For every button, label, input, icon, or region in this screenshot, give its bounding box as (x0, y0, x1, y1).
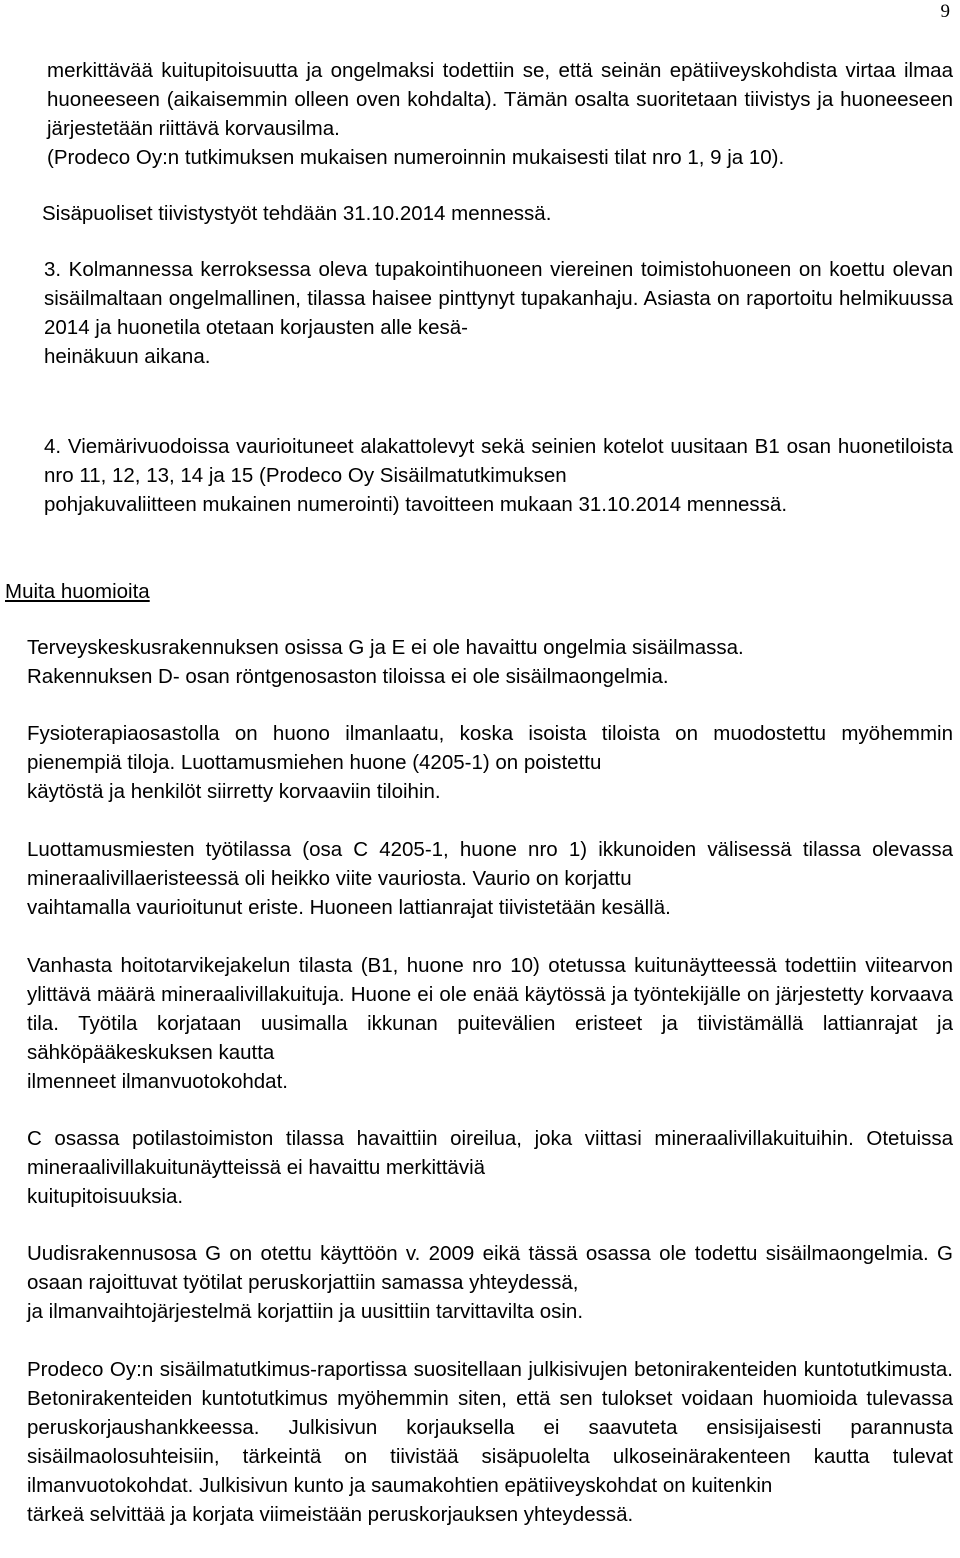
text-line: Asiasta on raportoitu helmikuussa 2014 ja huonetila otetaan korjausten alle kesä- (44, 287, 953, 339)
text-line: C osassa potilastoimiston tilassa havaittiin oireilua, joka viittasi (27, 1127, 642, 1150)
text-line: ilmenneet ilmanvuotokohdat. (27, 1070, 288, 1093)
text-line: siten, että sen tulokset voidaan huomioida tulevassa peruskorjaushankkeessa. (27, 1387, 954, 1439)
text-line: merkittävää kuitupitoisuutta ja ongelmaksi todettiin se, että seinän (47, 59, 662, 82)
paragraph-patient-office (27, 1124, 953, 1211)
text-line: tärkeintä on tiivistää sisäpuolelta ulkoseinärakenteen kautta tulevat (242, 1445, 954, 1468)
text-line: Julkisivun korjauksella ei saavuteta ensisijaisesti parannusta sisäilmaolosuhteisiin, (27, 1416, 953, 1468)
text-line: käytöstä ja henkilöt siirretty korvaaviin tiloihin. (27, 780, 441, 803)
text-line: Sisäpuoliset tiivistystyöt tehdään 31.10.2014 mennessä. (42, 202, 552, 225)
section-heading: Muita huomioita (5, 580, 150, 603)
text-line: puitevälien eristeet ja tiivistämällä lattianrajat ja sähköpääkeskuksen kautta (27, 1012, 954, 1064)
text-line: ja ilmanvaihtojärjestelmä korjattiin ja uusittiin tarvittavilta osin. (27, 1300, 584, 1323)
text-line: (Prodeco Oy:n tutkimuksen mukaisen numeroinnin mukaisesti tilat nro 1, 9 ja 10). (47, 146, 785, 169)
text-line: vaihtamalla vaurioitunut eriste. Huoneen lattianrajat tiivistetään kesällä. (27, 896, 671, 919)
intro-paragraph (47, 56, 953, 172)
text-line: Tämän osalta suoritetaan tiivistys ja huoneeseen järjestetään riittävä korvausilma. (47, 88, 954, 140)
text-line: kuitupitoisuuksia. (27, 1185, 184, 1208)
paragraph-health-center (27, 633, 953, 691)
paragraph-new-building (27, 1239, 953, 1326)
text-line: Terveyskeskusrakennuksen osissa G ja E ei ole havaittu ongelmia sisäilmassa. (27, 636, 744, 659)
text-line: 4. Viemärivuodoissa vaurioituneet alakattolevyt sekä seinien kotelot uusitaan B1 (44, 435, 780, 458)
text-line: todettiin viitearvon ylittävä määrä mineraalivillakuituja. Huone ei ole enää käytössä (27, 954, 953, 1006)
item-3-paragraph (44, 255, 953, 371)
text-line: Prodeco Oy:n sisäilmatutkimus-raportissa suositellaan julkisivujen (27, 1358, 628, 1381)
text-line: Vanhasta hoitotarvikejakelun tilasta (B1, huone nro 10) otetussa kuitunäytteessä (27, 954, 777, 977)
paragraph-physiotherapy (27, 719, 953, 806)
text-line: mineraalivillakuituihin. Otetuissa mineraalivillakuitunäytteissä ei havaittu merkittäviä (27, 1127, 953, 1179)
text-line: heinäkuun aikana. (44, 345, 211, 368)
text-line: Uudisrakennusosa G on otettu käyttöön v. 2009 eikä tässä osassa ole todettu (27, 1242, 758, 1265)
text-line: pohjakuvaliitteen mukainen numerointi) tavoitteen mukaan 31.10.2014 mennessä. (44, 493, 788, 516)
paragraph-facade-study (27, 1355, 953, 1529)
text-line: ja työntekijälle on järjestetty korvaava tila. Työtila korjataan uusimalla ikkunan (27, 983, 953, 1035)
text-line: epätiiveyskohdista virtaa ilmaa huoneeseen (aikaisemmin olleen oven kohdalta). (47, 59, 953, 111)
paragraph-shop-steward-room (27, 835, 953, 922)
text-line: 3. Kolmannessa kerroksessa oleva tupakointihuoneen viereinen toimistohuoneen on (44, 258, 822, 281)
text-line: ilmanvuotokohdat. Julkisivun kunto ja saumakohtien epätiiveyskohdat on kuitenkin (27, 1474, 773, 1497)
text-line: tilassa olevassa mineraalivillaeristeessä oli heikko viite vauriosta. Vaurio on korjattu (27, 838, 953, 890)
text-line: betonirakenteiden kuntotutkimusta. Betonirakenteiden kuntotutkimus myöhemmin (27, 1358, 954, 1410)
text-line: Rakennuksen D- osan röntgenosaston tiloissa ei ole sisäilmaongelmia. (27, 665, 669, 688)
text-line: Fysioterapiaosastolla on huono ilmanlaatu, koska isoista tiloista on muodostettu (27, 722, 827, 745)
text-line: koettu olevan sisäilmaltaan ongelmallinen, tilassa haisee pinttynyt tupakanhaju. (44, 258, 954, 310)
paragraph-supply-room (27, 951, 953, 1096)
text-line: tärkeä selvittää ja korjata viimeistään peruskorjauksen yhteydessä. (27, 1503, 634, 1526)
text-line: sisäilmaongelmia. G osaan rajoittuvat työtilat peruskorjattiin samassa yhteydessä, (27, 1242, 953, 1294)
deadline-line (42, 199, 948, 228)
text-line: myöhemmin pienempiä tiloja. Luottamusmiehen huone (4205-1) on poistettu (27, 722, 953, 774)
item-4-paragraph (44, 432, 953, 519)
page-number: 9 (940, 1, 950, 22)
text-line: osan huonetiloista nro 11, 12, 13, 14 ja 15 (Prodeco Oy Sisäilmatutkimuksen (44, 435, 954, 487)
text-line: Luottamusmiesten työtilassa (osa C 4205-1, huone nro 1) ikkunoiden välisessä (27, 838, 792, 861)
